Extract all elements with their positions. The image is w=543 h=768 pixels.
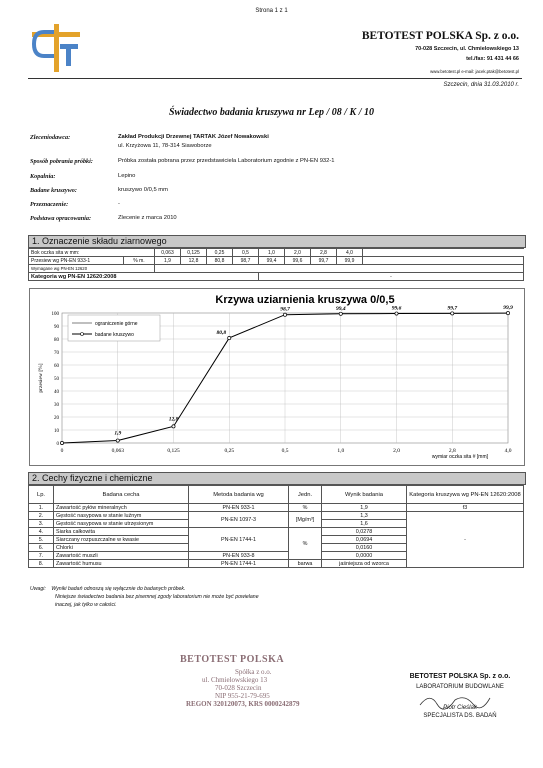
x-tick-label: 2,8 (448, 448, 456, 454)
field-label-basis: Podstawa opracowania: (30, 215, 92, 222)
sieve-size: 0,25 (207, 249, 233, 257)
data-point (395, 312, 398, 315)
row-method: PN-EN 1744-1 (189, 560, 289, 568)
y-tick-label: 60 (54, 364, 59, 369)
category-label: Kategoria wg PN-EN 12620:2008 (29, 273, 259, 281)
x-tick-label: 0,5 (281, 448, 289, 454)
field-value-client-address: ul. Krzyżowa 11, 78-314 Siawoborze (118, 143, 212, 149)
stamp-right-lab: LABORATORIUM BUDOWLANE (416, 684, 504, 690)
stamp-left-line6: REGON 320120073, KRS 0000242879 (186, 700, 300, 708)
row-feature: Gęstość nasypowa w stanie luźnym (54, 512, 189, 520)
sieve-table (28, 248, 524, 281)
x-tick-label: 0,063 (111, 448, 124, 454)
row-method: PN-EN 1097-3 (189, 512, 289, 528)
section-2-title: 2. Cechy fizyczne i chemiczne (32, 473, 153, 483)
section-2-header (28, 472, 526, 485)
field-value-basis: Zlecenie z marca 2010 (118, 215, 177, 221)
field-label-sampling: Sposób pobrania próbki: (30, 158, 93, 165)
company-name: BETOTEST POLSKA Sp. z o.o. (361, 30, 519, 42)
category-row (29, 273, 524, 281)
data-point (172, 425, 175, 428)
col-category: Kategoria kruszywa wg PN-EN 12620:2008 (407, 486, 524, 504)
legend-label-tested: badane kruszywo (95, 332, 134, 338)
row-result: 0,0000 (322, 552, 407, 560)
row-feature: Siarka całkowita (54, 528, 189, 536)
sieve-size: 2,8 (311, 249, 337, 257)
stamp-left-company: BETOTEST POLSKA (180, 654, 285, 665)
data-point (283, 313, 286, 316)
notes (30, 585, 259, 609)
data-label: 80,8 (216, 329, 227, 336)
y-tick-label: 50 (54, 377, 59, 382)
y-tick-label: 10 (54, 429, 59, 434)
col-feature: Badana cecha (54, 486, 189, 504)
stamp-left-line2: Spółka z o.o. (235, 668, 272, 676)
data-point (506, 312, 509, 315)
x-tick-label: 4,0 (504, 448, 512, 454)
grading-chart-svg (30, 289, 524, 465)
y-tick-label: 20 (54, 416, 59, 421)
row-feature: Zawartość humusu (54, 560, 189, 568)
passing-value: 99,7 (311, 257, 337, 265)
row-unit: % (289, 504, 322, 512)
data-point (60, 441, 63, 444)
row-feature: Zawartość muszli (54, 552, 189, 560)
document-title: Świadectwo badania kruszywa nr Lep / 08 / K / 10 (168, 107, 375, 118)
row-lp: 6. (29, 544, 54, 552)
sieve-row (29, 249, 524, 257)
x-tick-label: 0,125 (167, 448, 180, 454)
col-unit: Jedn. (289, 486, 322, 504)
stamp-left-line5: NIP 955-21-79-695 (215, 692, 270, 700)
data-label: 99,7 (447, 305, 458, 312)
data-point (339, 312, 342, 315)
data-label: 99,4 (335, 305, 346, 312)
col-lp: Lp. (29, 486, 54, 504)
y-tick-label: 0 (56, 442, 59, 447)
passing-empty (363, 257, 524, 265)
row-method: PN-EN 933-1 (189, 504, 289, 512)
sieve-size: 0,063 (155, 249, 181, 257)
properties-table (28, 485, 524, 568)
sieve-size: 4,0 (337, 249, 363, 257)
x-tick-label: 2,0 (393, 448, 400, 454)
passing-row (29, 257, 524, 265)
row-feature: Chlorki (54, 544, 189, 552)
notes-line-2: Niniejsze świadectwo badania bez pisemnej zgody laboratorium nie może być powielane (55, 594, 259, 600)
section-1-title: 1. Oznaczenie składu ziarnowego (32, 236, 167, 246)
field-value-client: Zakład Produkcji Drzewnej TARTAK Józef Nowakowski (118, 134, 269, 140)
row-feature: Siarczany rozpuszczalne w kwasie (54, 536, 189, 544)
grading-chart (29, 288, 525, 466)
row-result: 0,0160 (322, 544, 407, 552)
passing-value: 99,9 (337, 257, 363, 265)
company-logo (30, 22, 82, 74)
sieve-size-label: Bok oczka sita w mm: (29, 249, 155, 257)
sieve-empty (363, 249, 524, 257)
table-row (29, 504, 524, 512)
passing-value: 99,4 (259, 257, 285, 265)
stamp-right-company: BETOTEST POLSKA Sp. z o.o. (409, 673, 511, 680)
row-unit: % (289, 528, 322, 560)
row-result: 1,6 (322, 520, 407, 528)
col-method: Metoda badania wg (189, 486, 289, 504)
y-tick-label: 80 (54, 338, 59, 343)
row-lp: 7. (29, 552, 54, 560)
category-value: - (259, 273, 524, 281)
required-empty (155, 265, 524, 273)
row-result: 0,0694 (322, 536, 407, 544)
sieve-size: 0,125 (181, 249, 207, 257)
row-feature: Gęstość nasypowa w stanie utrzęsionym (54, 520, 189, 528)
row-lp: 1. (29, 504, 54, 512)
page-number: Strona 1 z 1 (255, 8, 288, 14)
passing-value: 1,9 (155, 257, 181, 265)
notes-label: Uwagi: (30, 586, 46, 592)
sieve-size: 1,0 (259, 249, 285, 257)
row-lp: 8. (29, 560, 54, 568)
y-tick-label: 70 (54, 351, 59, 356)
properties-header (29, 486, 524, 504)
field-value-purpose: - (118, 201, 120, 207)
required-label: Wymagane wg PN-EN 12620 (29, 265, 155, 273)
field-value-sampling: Próbka została pobrana przez przedstawiciela Laboratorium zgodnie z PN-EN 932-1 (118, 158, 335, 164)
data-label: 99,9 (503, 305, 513, 312)
row-method: PN-EN 933-8 (189, 552, 289, 560)
y-axis-label: przesiew [%] (38, 363, 44, 393)
row-lp: 3. (29, 520, 54, 528)
passing-value: 99,6 (285, 257, 311, 265)
passing-unit: % m. (124, 257, 155, 265)
row-lp: 4. (29, 528, 54, 536)
row-unit: [Mg/m³] (289, 512, 322, 528)
data-label: 99,6 (391, 305, 402, 312)
notes-line-1: Wyniki badań odnoszą się wyłącznie do badanych próbek. (51, 586, 186, 592)
row-feature: Zawartość pyłów mineralnych (54, 504, 189, 512)
field-label-purpose: Przeznaczenie: (30, 201, 69, 208)
legend-marker-tested (81, 333, 84, 336)
table-row (29, 512, 524, 520)
row-lp: 2. (29, 512, 54, 520)
section-1-header (28, 235, 526, 248)
legend-label-upper: ograniczenie górne (95, 321, 138, 327)
data-point (451, 312, 454, 315)
y-tick-label: 30 (54, 403, 59, 408)
row-result: jaśniejsza od wzorca (322, 560, 407, 568)
passing-label: Przesiew wg PN-EN 933-1 (29, 257, 124, 265)
y-tick-label: 40 (54, 390, 59, 395)
x-axis-label: wymiar oczka sita # [mm] (431, 454, 488, 460)
sieve-size: 2,0 (285, 249, 311, 257)
field-label-aggregate: Badane kruszywo: (30, 187, 77, 194)
y-tick-label: 90 (54, 325, 59, 330)
company-address: 70-028 Szczecin, ul. Chmielowskiego 13 (415, 46, 519, 52)
row-method: PN-EN 1744-1 (189, 528, 289, 552)
passing-value: 80,8 (207, 257, 233, 265)
field-label-client: Zleceniodawca: (30, 134, 71, 141)
signatory-name: Piotr Cieślak (443, 705, 477, 711)
header-rule (28, 78, 522, 79)
field-value-mine: Lepino (118, 173, 136, 179)
x-tick-label: 0 (60, 448, 64, 454)
company-phone: tel./fax: 91 431 44 66 (466, 56, 519, 62)
row-category: f3 (407, 504, 524, 512)
data-label: 98,7 (280, 306, 290, 313)
passing-value: 12,8 (181, 257, 207, 265)
y-tick-label: 100 (51, 312, 59, 317)
data-label: 12,8 (168, 416, 179, 423)
notes-line-3: inaczej, jak tylko w całości. (55, 602, 117, 608)
col-result: Wynik badania (322, 486, 407, 504)
stamp-left-line4: 70-028 Szczecin (215, 684, 262, 692)
company-web: www.betotest.pl e-mail: jacek.ptak@betotest.pl (430, 69, 519, 74)
field-label-mine: Kopalnia: (30, 173, 56, 180)
field-value-aggregate: kruszywo 0/0,5 mm (118, 187, 168, 193)
required-row (29, 265, 524, 273)
row-lp: 5. (29, 536, 54, 544)
stamp-left-line3: ul. Chmielowskiego 13 (202, 676, 268, 684)
sieve-size: 0,5 (233, 249, 259, 257)
chart-title: Krzywa uziarnienia kruszywa 0/0,5 (215, 294, 395, 306)
row-result: 1,9 (322, 504, 407, 512)
data-point (228, 336, 231, 339)
row-unit: barwa (289, 560, 322, 568)
passing-value: 98,7 (233, 257, 259, 265)
row-result: 1,3 (322, 512, 407, 520)
row-result: 0,0278 (322, 528, 407, 536)
date-line: Szczecin, dnia 31.03.2010 r. (443, 82, 519, 88)
data-label: 1,9 (114, 430, 122, 437)
x-tick-label: 0,25 (224, 448, 235, 454)
row-category: - (407, 512, 524, 568)
signatory-role: SPECJALISTA DS. BADAŃ (423, 713, 497, 719)
x-tick-label: 1,0 (337, 448, 345, 454)
data-point (116, 439, 119, 442)
